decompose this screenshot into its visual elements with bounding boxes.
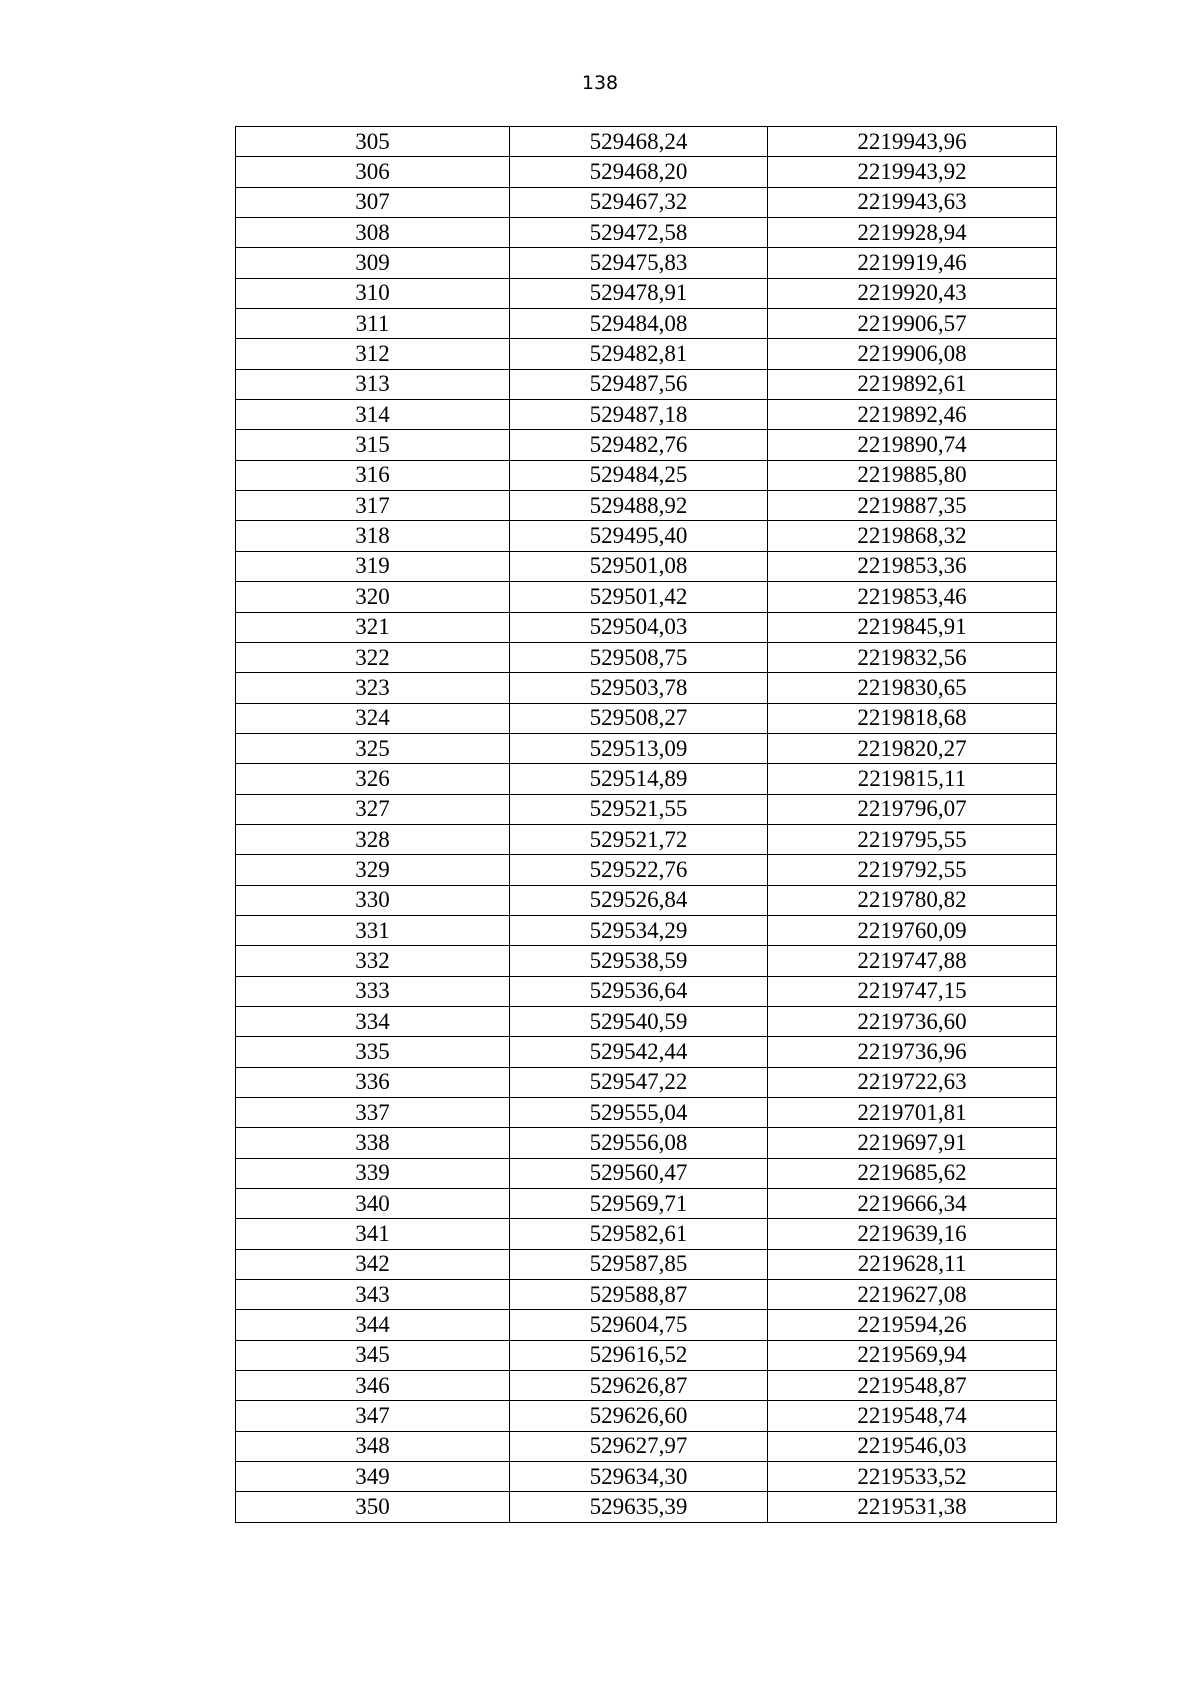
table-row xyxy=(236,551,1057,581)
y-coordinate-cell: 2219747,88 xyxy=(768,946,1057,976)
table-row xyxy=(236,278,1057,308)
y-coordinate-cell: 2219818,68 xyxy=(768,703,1057,733)
point-number-cell: 346 xyxy=(236,1371,510,1401)
x-coordinate-cell: 529521,55 xyxy=(510,794,768,824)
point-number-cell: 311 xyxy=(236,309,510,339)
y-coordinate-cell: 2219887,35 xyxy=(768,491,1057,521)
table-row xyxy=(236,1280,1057,1310)
point-number-cell: 320 xyxy=(236,582,510,612)
table-row xyxy=(236,339,1057,369)
table-row xyxy=(236,673,1057,703)
table-row xyxy=(236,1158,1057,1188)
point-number-cell: 331 xyxy=(236,915,510,945)
y-coordinate-cell: 2219531,38 xyxy=(768,1492,1057,1522)
table-row xyxy=(236,521,1057,551)
table-row xyxy=(236,1219,1057,1249)
x-coordinate-cell: 529582,61 xyxy=(510,1219,768,1249)
table-row xyxy=(236,733,1057,763)
point-number-cell: 307 xyxy=(236,187,510,217)
point-number-cell: 325 xyxy=(236,733,510,763)
y-coordinate-cell: 2219736,60 xyxy=(768,1006,1057,1036)
y-coordinate-cell: 2219722,63 xyxy=(768,1067,1057,1097)
y-coordinate-cell: 2219943,63 xyxy=(768,187,1057,217)
y-coordinate-cell: 2219885,80 xyxy=(768,460,1057,490)
point-number-cell: 335 xyxy=(236,1037,510,1067)
x-coordinate-cell: 529526,84 xyxy=(510,885,768,915)
x-coordinate-cell: 529555,04 xyxy=(510,1098,768,1128)
table-row xyxy=(236,855,1057,885)
x-coordinate-cell: 529501,08 xyxy=(510,551,768,581)
point-number-cell: 328 xyxy=(236,824,510,854)
y-coordinate-cell: 2219792,55 xyxy=(768,855,1057,885)
point-number-cell: 318 xyxy=(236,521,510,551)
table-row xyxy=(236,157,1057,187)
x-coordinate-cell: 529487,56 xyxy=(510,369,768,399)
table-row xyxy=(236,1249,1057,1279)
x-coordinate-cell: 529513,09 xyxy=(510,733,768,763)
table-row xyxy=(236,1189,1057,1219)
table-row xyxy=(236,1462,1057,1492)
point-number-cell: 312 xyxy=(236,339,510,369)
y-coordinate-cell: 2219627,08 xyxy=(768,1280,1057,1310)
y-coordinate-cell: 2219533,52 xyxy=(768,1462,1057,1492)
x-coordinate-cell: 529482,76 xyxy=(510,430,768,460)
point-number-cell: 347 xyxy=(236,1401,510,1431)
table-row xyxy=(236,1431,1057,1461)
table-row xyxy=(236,703,1057,733)
point-number-cell: 315 xyxy=(236,430,510,460)
table-row xyxy=(236,1006,1057,1036)
y-coordinate-cell: 2219906,57 xyxy=(768,309,1057,339)
table-row xyxy=(236,915,1057,945)
y-coordinate-cell: 2219639,16 xyxy=(768,1219,1057,1249)
point-number-cell: 305 xyxy=(236,127,510,157)
x-coordinate-cell: 529478,91 xyxy=(510,278,768,308)
point-number-cell: 340 xyxy=(236,1189,510,1219)
table-row xyxy=(236,1098,1057,1128)
x-coordinate-cell: 529508,27 xyxy=(510,703,768,733)
table-row xyxy=(236,1401,1057,1431)
x-coordinate-cell: 529538,59 xyxy=(510,946,768,976)
y-coordinate-cell: 2219868,32 xyxy=(768,521,1057,551)
point-number-cell: 345 xyxy=(236,1340,510,1370)
point-number-cell: 343 xyxy=(236,1280,510,1310)
point-number-cell: 336 xyxy=(236,1067,510,1097)
table-row xyxy=(236,582,1057,612)
table-row xyxy=(236,218,1057,248)
y-coordinate-cell: 2219747,15 xyxy=(768,976,1057,1006)
x-coordinate-cell: 529569,71 xyxy=(510,1189,768,1219)
y-coordinate-cell: 2219820,27 xyxy=(768,733,1057,763)
table-row xyxy=(236,612,1057,642)
x-coordinate-cell: 529588,87 xyxy=(510,1280,768,1310)
table-row xyxy=(236,946,1057,976)
coordinates-table xyxy=(235,126,1057,1523)
y-coordinate-cell: 2219546,03 xyxy=(768,1431,1057,1461)
x-coordinate-cell: 529626,87 xyxy=(510,1371,768,1401)
x-coordinate-cell: 529484,25 xyxy=(510,460,768,490)
x-coordinate-cell: 529626,60 xyxy=(510,1401,768,1431)
y-coordinate-cell: 2219628,11 xyxy=(768,1249,1057,1279)
table-row xyxy=(236,369,1057,399)
point-number-cell: 344 xyxy=(236,1310,510,1340)
x-coordinate-cell: 529547,22 xyxy=(510,1067,768,1097)
y-coordinate-cell: 2219892,46 xyxy=(768,400,1057,430)
table-row xyxy=(236,248,1057,278)
point-number-cell: 306 xyxy=(236,157,510,187)
x-coordinate-cell: 529514,89 xyxy=(510,764,768,794)
x-coordinate-cell: 529635,39 xyxy=(510,1492,768,1522)
y-coordinate-cell: 2219736,96 xyxy=(768,1037,1057,1067)
y-coordinate-cell: 2219943,96 xyxy=(768,127,1057,157)
y-coordinate-cell: 2219906,08 xyxy=(768,339,1057,369)
point-number-cell: 350 xyxy=(236,1492,510,1522)
x-coordinate-cell: 529587,85 xyxy=(510,1249,768,1279)
point-number-cell: 327 xyxy=(236,794,510,824)
y-coordinate-cell: 2219569,94 xyxy=(768,1340,1057,1370)
table-row xyxy=(236,976,1057,1006)
y-coordinate-cell: 2219685,62 xyxy=(768,1158,1057,1188)
table-row xyxy=(236,1371,1057,1401)
y-coordinate-cell: 2219832,56 xyxy=(768,642,1057,672)
table-row xyxy=(236,1340,1057,1370)
x-coordinate-cell: 529484,08 xyxy=(510,309,768,339)
point-number-cell: 348 xyxy=(236,1431,510,1461)
x-coordinate-cell: 529487,18 xyxy=(510,400,768,430)
x-coordinate-cell: 529495,40 xyxy=(510,521,768,551)
y-coordinate-cell: 2219853,46 xyxy=(768,582,1057,612)
x-coordinate-cell: 529522,76 xyxy=(510,855,768,885)
y-coordinate-cell: 2219548,74 xyxy=(768,1401,1057,1431)
table-row xyxy=(236,1128,1057,1158)
x-coordinate-cell: 529482,81 xyxy=(510,339,768,369)
x-coordinate-cell: 529475,83 xyxy=(510,248,768,278)
y-coordinate-cell: 2219796,07 xyxy=(768,794,1057,824)
y-coordinate-cell: 2219845,91 xyxy=(768,612,1057,642)
table-row xyxy=(236,400,1057,430)
point-number-cell: 316 xyxy=(236,460,510,490)
table-row xyxy=(236,1067,1057,1097)
table-row xyxy=(236,764,1057,794)
y-coordinate-cell: 2219943,92 xyxy=(768,157,1057,187)
y-coordinate-cell: 2219795,55 xyxy=(768,824,1057,854)
point-number-cell: 323 xyxy=(236,673,510,703)
table-row xyxy=(236,642,1057,672)
y-coordinate-cell: 2219892,61 xyxy=(768,369,1057,399)
point-number-cell: 310 xyxy=(236,278,510,308)
y-coordinate-cell: 2219853,36 xyxy=(768,551,1057,581)
table-row xyxy=(236,430,1057,460)
y-coordinate-cell: 2219815,11 xyxy=(768,764,1057,794)
point-number-cell: 338 xyxy=(236,1128,510,1158)
table-row xyxy=(236,824,1057,854)
y-coordinate-cell: 2219928,94 xyxy=(768,218,1057,248)
y-coordinate-cell: 2219919,46 xyxy=(768,248,1057,278)
y-coordinate-cell: 2219701,81 xyxy=(768,1098,1057,1128)
table-row xyxy=(236,794,1057,824)
x-coordinate-cell: 529472,58 xyxy=(510,218,768,248)
table-row xyxy=(236,309,1057,339)
y-coordinate-cell: 2219830,65 xyxy=(768,673,1057,703)
x-coordinate-cell: 529616,52 xyxy=(510,1340,768,1370)
x-coordinate-cell: 529604,75 xyxy=(510,1310,768,1340)
x-coordinate-cell: 529521,72 xyxy=(510,824,768,854)
point-number-cell: 339 xyxy=(236,1158,510,1188)
point-number-cell: 332 xyxy=(236,946,510,976)
x-coordinate-cell: 529634,30 xyxy=(510,1462,768,1492)
x-coordinate-cell: 529467,32 xyxy=(510,187,768,217)
point-number-cell: 333 xyxy=(236,976,510,1006)
x-coordinate-cell: 529627,97 xyxy=(510,1431,768,1461)
point-number-cell: 313 xyxy=(236,369,510,399)
y-coordinate-cell: 2219890,74 xyxy=(768,430,1057,460)
point-number-cell: 321 xyxy=(236,612,510,642)
point-number-cell: 342 xyxy=(236,1249,510,1279)
x-coordinate-cell: 529508,75 xyxy=(510,642,768,672)
point-number-cell: 334 xyxy=(236,1006,510,1036)
table-row xyxy=(236,1037,1057,1067)
point-number-cell: 330 xyxy=(236,885,510,915)
point-number-cell: 317 xyxy=(236,491,510,521)
point-number-cell: 308 xyxy=(236,218,510,248)
table-row xyxy=(236,1492,1057,1522)
x-coordinate-cell: 529503,78 xyxy=(510,673,768,703)
x-coordinate-cell: 529534,29 xyxy=(510,915,768,945)
y-coordinate-cell: 2219760,09 xyxy=(768,915,1057,945)
y-coordinate-cell: 2219697,91 xyxy=(768,1128,1057,1158)
point-number-cell: 324 xyxy=(236,703,510,733)
y-coordinate-cell: 2219920,43 xyxy=(768,278,1057,308)
point-number-cell: 322 xyxy=(236,642,510,672)
table-row xyxy=(236,187,1057,217)
y-coordinate-cell: 2219666,34 xyxy=(768,1189,1057,1219)
y-coordinate-cell: 2219594,26 xyxy=(768,1310,1057,1340)
x-coordinate-cell: 529536,64 xyxy=(510,976,768,1006)
x-coordinate-cell: 529468,24 xyxy=(510,127,768,157)
table-row xyxy=(236,1310,1057,1340)
table-row xyxy=(236,885,1057,915)
coordinates-table-body xyxy=(236,127,1057,1523)
table-row xyxy=(236,491,1057,521)
x-coordinate-cell: 529542,44 xyxy=(510,1037,768,1067)
point-number-cell: 314 xyxy=(236,400,510,430)
x-coordinate-cell: 529560,47 xyxy=(510,1158,768,1188)
page-number: 138 xyxy=(581,72,619,94)
point-number-cell: 337 xyxy=(236,1098,510,1128)
y-coordinate-cell: 2219780,82 xyxy=(768,885,1057,915)
y-coordinate-cell: 2219548,87 xyxy=(768,1371,1057,1401)
point-number-cell: 326 xyxy=(236,764,510,794)
point-number-cell: 309 xyxy=(236,248,510,278)
table-row xyxy=(236,127,1057,157)
point-number-cell: 341 xyxy=(236,1219,510,1249)
x-coordinate-cell: 529540,59 xyxy=(510,1006,768,1036)
table-row xyxy=(236,460,1057,490)
point-number-cell: 349 xyxy=(236,1462,510,1492)
x-coordinate-cell: 529556,08 xyxy=(510,1128,768,1158)
point-number-cell: 319 xyxy=(236,551,510,581)
x-coordinate-cell: 529504,03 xyxy=(510,612,768,642)
x-coordinate-cell: 529488,92 xyxy=(510,491,768,521)
point-number-cell: 329 xyxy=(236,855,510,885)
x-coordinate-cell: 529501,42 xyxy=(510,582,768,612)
x-coordinate-cell: 529468,20 xyxy=(510,157,768,187)
